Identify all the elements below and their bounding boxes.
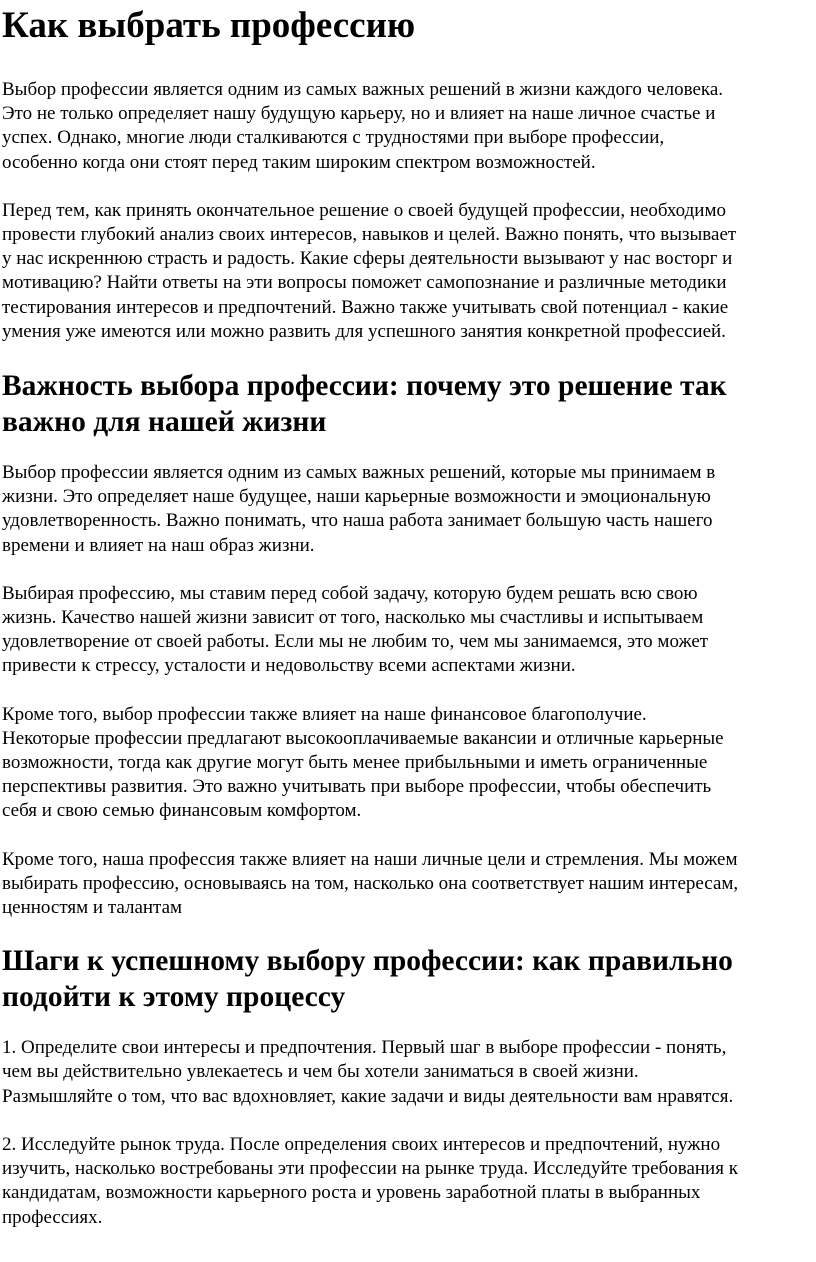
steps-paragraph-2: 2. Исследуйте рынок труда. После определения своих интересов и предпочтений, нужно изучить, насколько востребованы эти профессии на рынке труда. Исследуйте требования к кандидатам, возможности карьерного роста и уровень заработной платы в выбранных профессиях. <box>2 1133 738 1228</box>
section-heading-importance: Важность выбора профессии: почему это решение так важно для нашей жизни <box>2 370 727 439</box>
importance-paragraph-4: Кроме того, наша профессия также влияет на наши личные цели и стремления. Мы можем выбирать профессию, основываясь на том, насколько она соответствует нашим интересам, ценностям и талантам <box>2 848 739 919</box>
document-page <box>0 4 816 1262</box>
intro-paragraph-1: Выбор профессии является одним из самых важных решений в жизни каждого человека. Это не только определяет нашу будущую карьеру, но и влияет на наше личное счастье и успех. Однако, многие люди сталкиваются с трудностями при выборе профессии, особенно когда они стоят перед таким широким спектром возможностей. <box>2 79 724 173</box>
section-heading-steps: Шаги к успешному выбору профессии: как правильно подойти к этому процессу <box>2 945 733 1014</box>
importance-paragraph-1: Выбор профессии является одним из самых важных решений, которые мы принимаем в жизни. Это определяет наше будущее, наши карьерные возможности и эмоциональную удовлетворенность. Важно понимать, что наша работа занимает большую часть нашего времени и влияет на наш образ жизни. <box>2 462 716 556</box>
importance-paragraph-3: Кроме того, выбор профессии также влияет на наше финансовое благополучие. Некоторые профессии предлагают высокооплачиваемые вакансии и отличные карьерные возможности, тогда как другие могут быть менее прибыльными и иметь ограниченные перспективы развития. Это важно учитывать при выборе профессии, чтобы обеспечить себя и свою семью финансовым комфортом. <box>2 703 724 822</box>
page-title: Как выбрать профессию <box>2 5 416 46</box>
importance-paragraph-2: Выбирая профессию, мы ставим перед собой задачу, которую будем решать всю свою жизнь. Качество нашей жизни зависит от того, насколько мы счастливы и испытываем удовлетворение от своей работы. Если мы не любим то, чем мы занимаемся, это может привести к стрессу, усталости и недовольству всеми аспектами жизни. <box>2 582 709 677</box>
steps-paragraph-1: 1. Определите свои интересы и предпочтения. Первый шаг в выборе профессии - понять, чем вы действительно увлекаетесь и чем бы хотели заниматься в своей жизни. Размышляйте о том, что вас вдохновляет, какие задачи и виды деятельности вам нравятся. <box>2 1037 734 1107</box>
intro-paragraph-2: Перед тем, как принять окончательное решение о своей будущей профессии, необходимо провести глубокий анализ своих интересов, навыков и целей. Важно понять, что вызывает у нас искреннюю страсть и радость. Какие сферы деятельности вызывают у нас восторг и мотивацию? Найти ответы на эти вопросы поможет самопознание и различные методики тестирования интересов и предпочтений. Важно также учитывать свой потенциал - какие умения уже имеются или можно развить для успешного занятия конкретной профессией. <box>2 199 737 342</box>
